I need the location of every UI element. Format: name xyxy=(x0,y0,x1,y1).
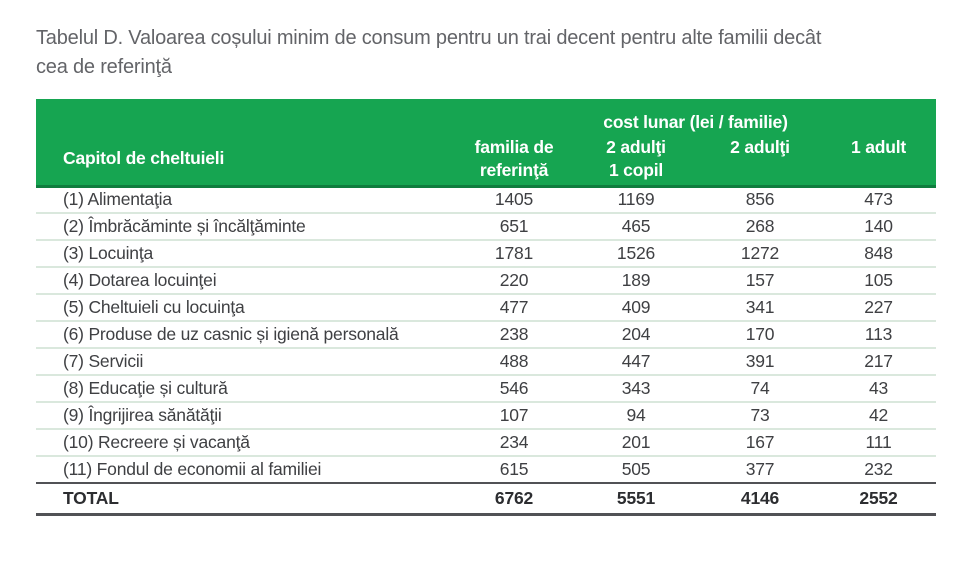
row-value: 343 xyxy=(573,375,699,402)
table-row xyxy=(36,375,936,402)
row-value: 74 xyxy=(699,375,821,402)
row-label: (11) Fondul de economii al familiei xyxy=(36,456,455,483)
row-value: 105 xyxy=(821,267,936,294)
row-value: 856 xyxy=(745,189,775,210)
row-value: 1526 xyxy=(573,240,699,267)
row-value: 189 xyxy=(573,267,699,294)
total-label: TOTAL xyxy=(36,483,455,514)
column-header-capitol: Capitol de cheltuieli xyxy=(36,136,455,186)
table-row xyxy=(36,213,936,240)
row-value: 238 xyxy=(455,321,573,348)
header-columns-row xyxy=(36,136,936,186)
table-header xyxy=(36,99,936,186)
row-value: 465 xyxy=(573,213,699,240)
row-label: (6) Produse de uz casnic și igienă personală xyxy=(36,321,455,348)
table-row xyxy=(36,186,936,213)
row-value: 167 xyxy=(699,429,821,456)
column-header-2-adulti: 2 adulţi xyxy=(699,136,821,186)
row-label: (1) Alimentaţia xyxy=(63,189,172,210)
total-value: 2552 xyxy=(821,483,936,514)
row-value: 391 xyxy=(699,348,821,375)
column-header-1-adult: 1 adult xyxy=(821,136,936,186)
row-value: 113 xyxy=(821,321,936,348)
column-header-2-adulti-1-copil: 2 adulţi 1 copil xyxy=(573,136,699,186)
table-row xyxy=(36,294,936,321)
row-value: 157 xyxy=(699,267,821,294)
table-row xyxy=(36,456,936,483)
header-spacer-cell xyxy=(36,99,455,136)
total-value: 4146 xyxy=(699,483,821,514)
table-row xyxy=(36,321,936,348)
row-value: 268 xyxy=(699,213,821,240)
total-value: 6762 xyxy=(455,483,573,514)
row-value: 1272 xyxy=(699,240,821,267)
consumption-basket-table xyxy=(36,99,936,516)
table-row xyxy=(36,402,936,429)
row-label: (8) Educaţie și cultură xyxy=(36,375,455,402)
row-value: 201 xyxy=(573,429,699,456)
header-group-row xyxy=(36,99,936,136)
row-value: 477 xyxy=(455,294,573,321)
row-label: (3) Locuinţa xyxy=(36,240,455,267)
row-value: 409 xyxy=(573,294,699,321)
page-title xyxy=(36,24,936,82)
cost-group-header: cost lunar (lei / familie) xyxy=(455,99,936,136)
row-label: (4) Dotarea locuinţei xyxy=(36,267,455,294)
row-label: (10) Recreere și vacanţă xyxy=(36,429,455,456)
row-value: 1781 xyxy=(455,240,573,267)
row-value: 1169 xyxy=(617,189,655,210)
row-value: 651 xyxy=(455,213,573,240)
row-label: (5) Cheltuieli cu locuinţa xyxy=(36,294,455,321)
row-value: 43 xyxy=(821,375,936,402)
row-value: 227 xyxy=(821,294,936,321)
row-value: 447 xyxy=(573,348,699,375)
row-value: 505 xyxy=(573,456,699,483)
total-row xyxy=(36,483,936,514)
page-title-line-1: Tabelul D. Valoarea coșului minim de consum pentru un trai decent pentru alte familii decât xyxy=(36,27,822,49)
row-value: 73 xyxy=(699,402,821,429)
row-value: 377 xyxy=(699,456,821,483)
row-value: 220 xyxy=(455,267,573,294)
row-value: 94 xyxy=(573,402,699,429)
row-value: 232 xyxy=(821,456,936,483)
row-value: 140 xyxy=(821,213,936,240)
table-row xyxy=(36,240,936,267)
row-value: 546 xyxy=(455,375,573,402)
row-value: 341 xyxy=(699,294,821,321)
page-title-line-2: cea de referinţă xyxy=(36,56,172,78)
column-header-familia-referinta: familia de referinţă xyxy=(455,136,573,186)
row-label: (7) Servicii xyxy=(36,348,455,375)
row-value: 204 xyxy=(573,321,699,348)
row-value: 234 xyxy=(455,429,573,456)
table-body xyxy=(36,186,936,514)
row-value: 473 xyxy=(864,189,893,210)
row-value: 42 xyxy=(821,402,936,429)
row-value: 217 xyxy=(821,348,936,375)
row-value: 107 xyxy=(455,402,573,429)
row-value: 1405 xyxy=(494,189,534,210)
table-row xyxy=(36,267,936,294)
row-label: (2) Îmbrăcăminte și încălţăminte xyxy=(36,213,455,240)
table-row xyxy=(36,348,936,375)
row-value: 848 xyxy=(821,240,936,267)
row-value: 615 xyxy=(455,456,573,483)
row-label: (9) Îngrijirea sănătăţii xyxy=(36,402,455,429)
row-value: 170 xyxy=(699,321,821,348)
total-value: 5551 xyxy=(573,483,699,514)
row-value: 111 xyxy=(821,429,936,456)
table-row xyxy=(36,429,936,456)
row-value: 488 xyxy=(455,348,573,375)
